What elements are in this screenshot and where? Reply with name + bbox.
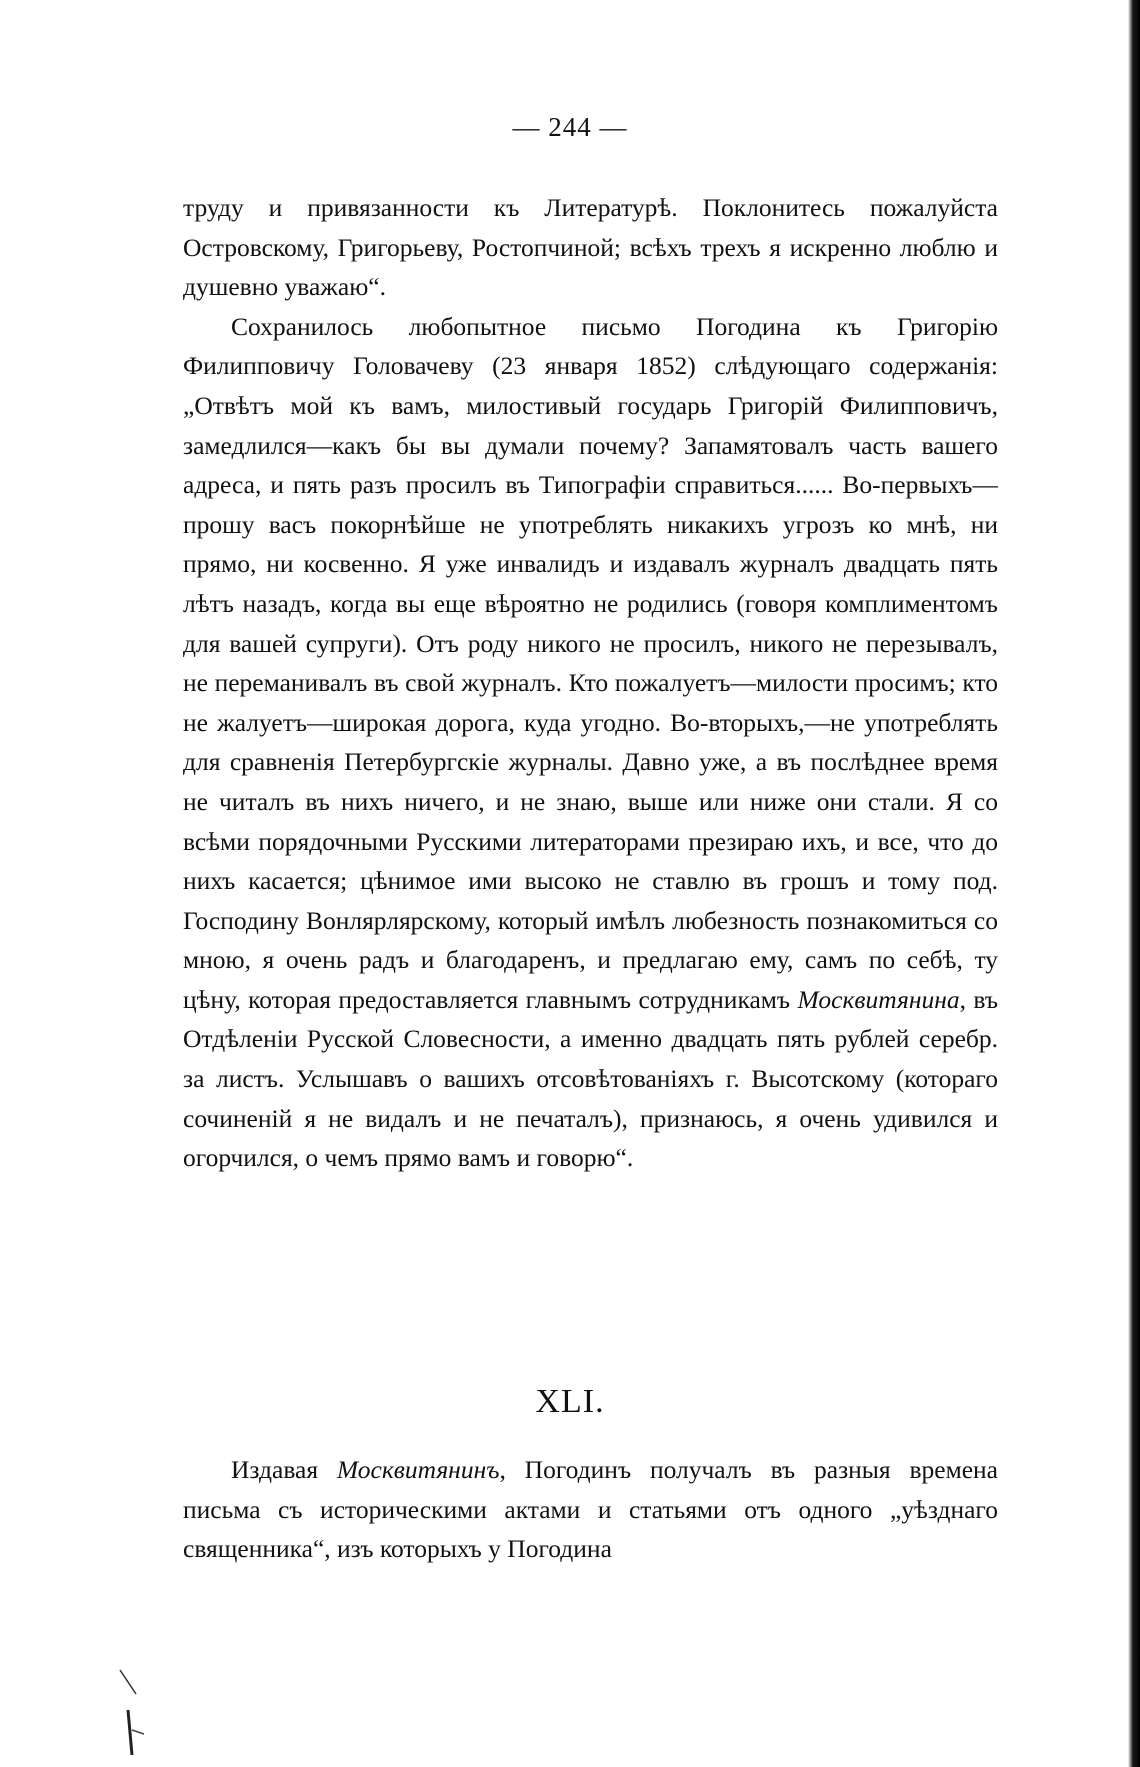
paragraph-text: Сохранилось любопытное письмо Погодина къ Григорію Филипповичу Головачеву (23 января 1852) слѣдующаго содержанія: „Отвѣтъ мой къ вамъ, милостивый государь Григорій Филипповичъ, замедлился—какъ бы вы думали почему? Запамятовалъ часть вашего адреса, и пять разъ просилъ въ Типографіи справиться...... Во-первыхъ—прошу васъ покорнѣйше не употреблять никакихъ угрозъ ко мнѣ, ни прямо, ни косвенно. Я уже инвалидъ и издавалъ журналъ двадцать пять лѣтъ назадъ, когда вы еще вѣроятно не родились (говоря комплиментомъ для вашей супруги). Отъ роду никого не просилъ, никого не перезывалъ, не переманивалъ въ свой журналъ. Кто пожалуетъ—милости просимъ; кто не жалуетъ—широкая дорога, куда угодно. Во-вторыхъ,—не употреблять для сравненія Петербургскіе журналы. Давно уже, а въ послѣднее время не читалъ въ нихъ ничего, и не знаю, выше или ниже они стали. Я со всѣми порядочными Русскими литераторами презираю ихъ, и все, что до нихъ касается; цѣнимое ими высоко не ставлю въ грошъ и тому под. Господину Вонлярлярскому, который имѣлъ любезность познакомиться со мною, я очень радъ и благодаренъ, и предлагаю ему, самъ по себѣ, ту цѣну, которая предоставляется главнымъ сотрудникамъ bbox=[183, 311, 998, 1014]
paragraph-text-after: , Погодинъ получалъ въ разныя времена письма съ историческими актами и статьями отъ одного „уѣзднаго священника“, изъ которыхъ у Погодина bbox=[183, 1455, 998, 1564]
paragraph-pogodin-letter bbox=[183, 307, 998, 1178]
paragraph-text-before: Издавая bbox=[231, 1455, 319, 1484]
scan-edge-shadow bbox=[1128, 0, 1140, 1767]
paragraph-chapter-start bbox=[183, 1450, 998, 1569]
body-text-top bbox=[183, 188, 998, 1178]
paragraph-text-after: , въ Отдѣленіи Русской Словесности, а именно двадцать пять рублей серебр. за листъ. Услышавъ о вашихъ отсовѣтованіяхъ г. Высотскому (котораго сочиненій я не видалъ и не печаталъ), признаюсь, я очень удивился и огорчился, о чемъ прямо вамъ и говорю“. bbox=[183, 984, 999, 1173]
body-text-bottom bbox=[183, 1450, 998, 1569]
paragraph-continuation: труду и привязанности къ Литературѣ. Поклонитесь пожалуйста Островскому, Григорьеву, Ростопчиной; всѣхъ трехъ я искренно люблю и душевно уважаю“. bbox=[183, 193, 998, 302]
italic-title: Москвитянинъ bbox=[336, 1455, 500, 1484]
scan-artifact bbox=[118, 1660, 178, 1760]
chapter-heading: XLI. bbox=[535, 1383, 605, 1420]
page-number: — 244 — bbox=[512, 112, 628, 142]
italic-title: Москвитянина bbox=[797, 984, 960, 1014]
